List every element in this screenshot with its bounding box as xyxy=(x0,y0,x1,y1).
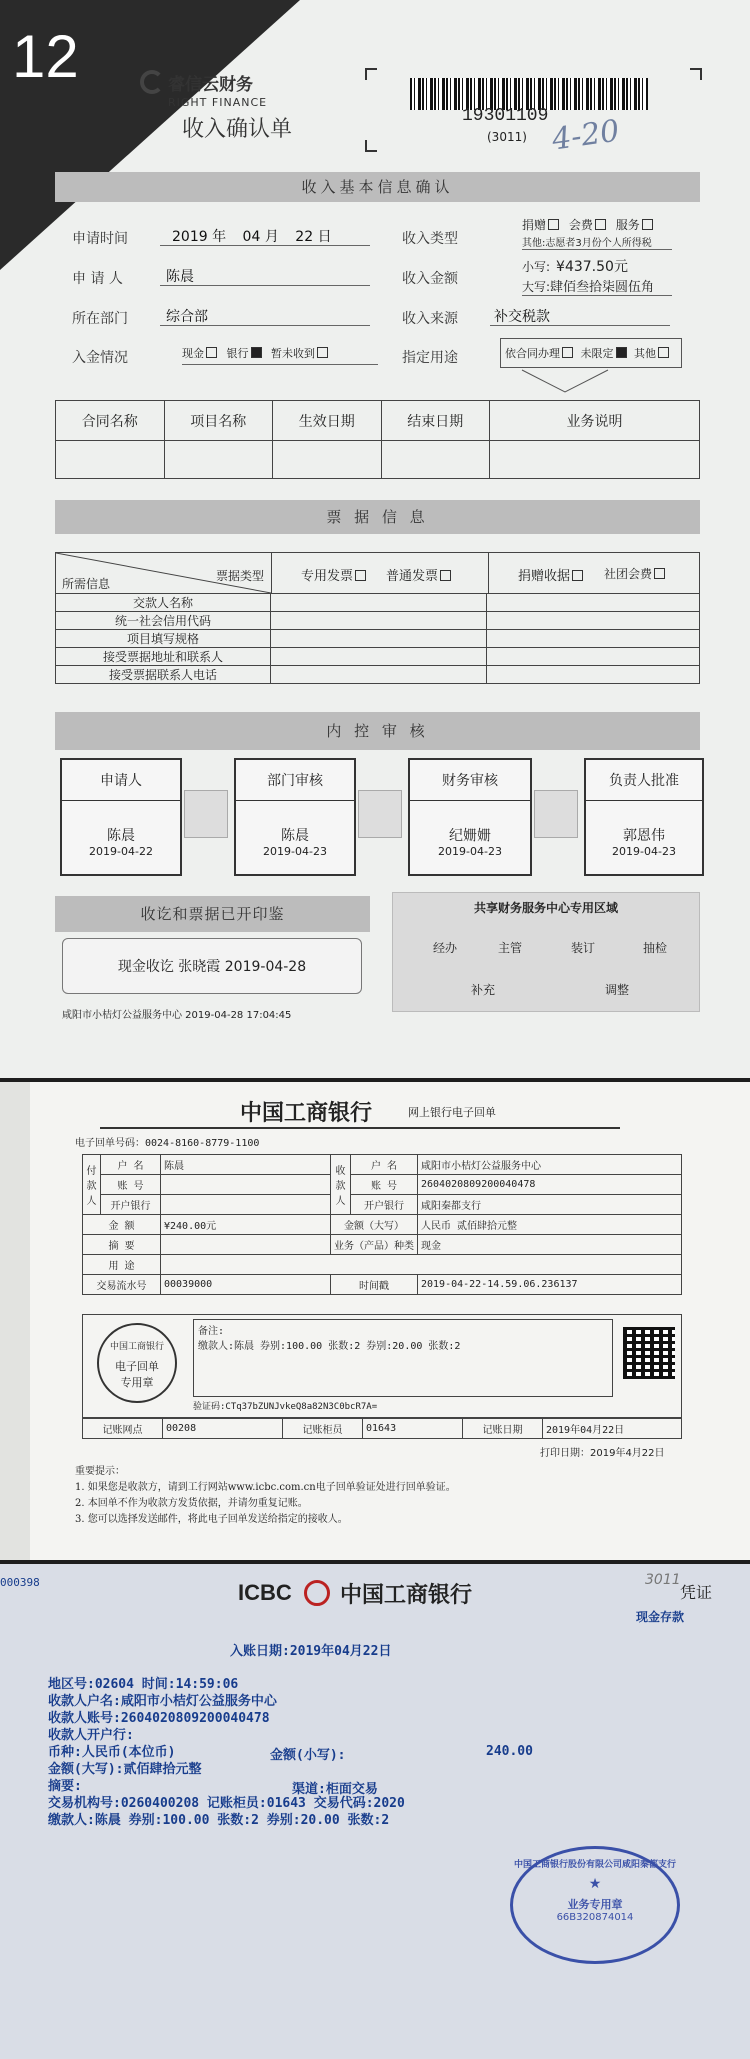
invoice-normal-label: 普通发票 xyxy=(386,569,439,584)
table-row xyxy=(56,648,700,666)
checkbox-icon[interactable] xyxy=(572,570,583,581)
contract-header-row xyxy=(56,401,700,441)
amount-small xyxy=(522,256,628,276)
shared-item: 抽检 xyxy=(643,941,668,955)
icbc-logo: ICBC xyxy=(238,1580,292,1605)
apply-month: 04 xyxy=(242,229,261,245)
label-apply-time: 申请时间 xyxy=(72,231,128,247)
form-title: 收入确认单 xyxy=(182,117,293,142)
shared-item: 装订 xyxy=(571,941,596,955)
checkbox-icon[interactable] xyxy=(595,219,606,230)
remark-value: 缴款人:陈晨 券别:100.00 张数:2 券别:20.00 张数:2 xyxy=(198,1341,461,1352)
audit-name: 陈晨 xyxy=(107,828,135,844)
audit-date: 2019-04-22 xyxy=(89,845,153,858)
purpose-options xyxy=(500,338,682,368)
invoice-row-label: 统一社会信用代码 xyxy=(56,612,271,630)
payee-bank: 咸阳秦都支行 xyxy=(418,1195,682,1215)
checkbox-icon[interactable] xyxy=(642,219,653,230)
deposit-bank xyxy=(227,347,262,360)
table-row xyxy=(56,612,700,630)
label-applicant: 申 请 人 xyxy=(72,271,123,287)
col-desc: 业务说明 xyxy=(490,401,700,441)
month-unit: 月 xyxy=(264,229,279,245)
voucher-line: 地区号:02604 时间:14:59:06 xyxy=(48,1677,239,1692)
contract-table xyxy=(55,400,700,479)
label-teller: 记账柜员 xyxy=(283,1419,363,1439)
invoice-row-label: 项目填写规格 xyxy=(56,630,271,648)
shared-item: 补充 xyxy=(471,983,496,997)
audit-name: 陈晨 xyxy=(281,828,309,844)
year-unit: 年 xyxy=(212,229,227,245)
label-bank: 开户银行 xyxy=(101,1195,161,1215)
verify xyxy=(193,1399,377,1412)
invoice-table xyxy=(55,593,700,684)
deposit-cash-label: 现金 xyxy=(182,347,204,360)
shared-item: 经办 xyxy=(433,941,458,955)
other-label: 其他: xyxy=(522,238,546,249)
print-date: 打印日期：2019年4月22日 xyxy=(540,1448,665,1459)
deposit-voucher xyxy=(0,1564,750,2059)
brand-cn: 睿信云财务 xyxy=(168,75,253,95)
voucher-lines xyxy=(48,1676,405,1829)
audit-date: 2019-04-23 xyxy=(612,845,676,858)
audit-name: 郭恩伟 xyxy=(623,828,665,844)
star-icon: ★ xyxy=(588,1876,602,1892)
label-amount: 收入金额 xyxy=(402,271,458,287)
stamp-code: 66B320874014 xyxy=(556,1912,634,1923)
receipt-no-label: 电子回单号码： xyxy=(75,1138,145,1149)
amount-big-value: 肆佰叁拾柒圆伍角 xyxy=(550,280,655,295)
payee-name: 咸阳市小桔灯公益服务中心 xyxy=(418,1155,682,1175)
label-bank: 开户银行 xyxy=(351,1195,418,1215)
checkbox-checked-icon[interactable] xyxy=(251,347,262,358)
shared-title: 共享财务服务中心专用区域 xyxy=(473,901,618,915)
type-donation: 捐赠 xyxy=(522,218,547,232)
source-value: 补交税款 xyxy=(490,306,670,326)
voucher-bank: 中国工商银行 xyxy=(340,1582,473,1608)
checkbox-icon[interactable] xyxy=(658,347,669,358)
voucher-type: 凭证 xyxy=(680,1583,713,1602)
brand xyxy=(168,70,267,109)
invoice-row-label: 接受票据联系人电话 xyxy=(56,666,271,684)
label-name: 户 名 xyxy=(351,1155,418,1175)
voucher-amount: 240.00 xyxy=(486,1744,533,1759)
voucher-hand: 3011 xyxy=(645,1572,681,1588)
serial-value: 00039000 xyxy=(161,1275,331,1295)
audit-date: 2019-04-23 xyxy=(263,845,327,858)
checkbox-checked-icon[interactable] xyxy=(616,347,627,358)
voucher-amount-label: 金额(小写): xyxy=(270,1748,346,1763)
checkbox-icon[interactable] xyxy=(317,347,328,358)
checkbox-icon[interactable] xyxy=(355,570,366,581)
deposit-bank-label: 银行 xyxy=(226,347,249,360)
corner-mark xyxy=(690,68,702,80)
label-income-type: 收入类型 xyxy=(402,231,458,247)
note-line: 3. 您可以选择发送邮件，将此电子回单发送给指定的接收人。 xyxy=(75,1514,348,1525)
amount-big xyxy=(522,276,672,296)
apply-day: 22 xyxy=(295,229,314,245)
type-fee: 会费 xyxy=(568,218,593,232)
audit-title: 申请人 xyxy=(100,773,142,789)
payee-account: 2604020809200040478 xyxy=(418,1175,682,1195)
diagonal-line xyxy=(56,553,271,593)
shared-item: 调整 xyxy=(605,983,630,997)
audit-step xyxy=(408,758,532,876)
brand-logo-icon xyxy=(140,70,164,94)
table-row xyxy=(83,1235,682,1255)
stamp-center: 业务专用章 xyxy=(567,1898,623,1911)
corner-mark xyxy=(365,68,377,80)
col-project: 项目名称 xyxy=(164,401,273,441)
purpose-contract: 依合同办理 xyxy=(505,347,560,360)
seal-title: 电子回单 xyxy=(115,1360,159,1373)
payee-label: 收款人 xyxy=(331,1155,351,1215)
income-types xyxy=(522,216,653,233)
checkbox-icon[interactable] xyxy=(206,347,217,358)
barcode-number: 19301109 xyxy=(462,106,549,126)
checkbox-icon[interactable] xyxy=(440,570,451,581)
col-contract: 合同名称 xyxy=(56,401,165,441)
receipt-bank-name: 中国工商银行 xyxy=(240,1100,373,1126)
bank-business-stamp xyxy=(510,1846,680,1964)
voucher-line: 缴款人:陈晨 券别:100.00 张数:2 券别:20.00 张数:2 xyxy=(48,1813,390,1828)
amount-small-label: 小写: xyxy=(522,260,551,274)
label-amount-big: 金额（大写） xyxy=(331,1215,418,1235)
remark-label: 备注: xyxy=(198,1326,225,1337)
checkbox-icon[interactable] xyxy=(654,568,665,579)
voucher-serial: 000398 xyxy=(0,1576,40,1589)
label-purpose: 指定用途 xyxy=(402,350,458,366)
pointer-arrow-icon xyxy=(520,368,610,394)
invoice-special xyxy=(301,565,366,584)
section-invoice: 票 据 信 息 xyxy=(55,500,700,534)
biz-value: 现金 xyxy=(418,1235,682,1255)
remark-area xyxy=(82,1314,682,1418)
col-end: 结束日期 xyxy=(381,401,490,441)
audit-title: 部门审核 xyxy=(267,773,323,789)
receipt-no xyxy=(75,1134,259,1149)
apply-date xyxy=(160,226,370,246)
table-row xyxy=(83,1155,682,1175)
invoice-type-label: 票据类型 xyxy=(216,569,265,583)
verify-value: CTq37bZUNJvkeQ8a82N3C0bcR7A= xyxy=(225,1402,378,1412)
amount-big-label: 大写: xyxy=(522,280,551,294)
invoice-club xyxy=(604,565,665,582)
print-band: 收讫和票据已开印鉴 xyxy=(55,896,370,932)
other-value: 志愿者3月份个人所得税 xyxy=(545,238,652,249)
section-basic: 收入基本信息确认 xyxy=(55,172,700,202)
audit-step xyxy=(234,758,356,876)
invoice-donation xyxy=(518,565,583,584)
label-post-site: 记账网点 xyxy=(83,1419,163,1439)
table-row xyxy=(83,1215,682,1235)
divider xyxy=(100,1127,620,1129)
receipt-no-value: 0024-8160-8779-1100 xyxy=(145,1138,260,1149)
label-time: 时间戳 xyxy=(331,1275,418,1295)
audit-date: 2019-04-23 xyxy=(438,845,502,858)
note-line: 2. 本回单不作为收款方发货依据，并请勿重复记账。 xyxy=(75,1498,308,1509)
amount-small-value: ¥437.50元 xyxy=(556,259,628,275)
table-row xyxy=(56,630,700,648)
audit-step xyxy=(584,758,704,876)
contract-row xyxy=(56,441,700,479)
receipt-stamp: 现金收讫 张晓霞 2019-04-28 xyxy=(62,938,362,994)
invoice-row-label: 接受票据地址和联系人 xyxy=(56,648,271,666)
table-row xyxy=(83,1255,682,1275)
income-other xyxy=(522,234,672,250)
divider xyxy=(488,553,489,593)
day-unit: 日 xyxy=(317,229,332,245)
teller-value: 01643 xyxy=(363,1419,463,1439)
col-start: 生效日期 xyxy=(273,401,382,441)
arrow-right-icon xyxy=(358,790,402,838)
divider xyxy=(271,553,272,593)
electronic-seal xyxy=(97,1323,177,1403)
label-usage: 用 途 xyxy=(83,1255,161,1275)
label-dept: 所在部门 xyxy=(72,311,128,327)
checkbox-icon[interactable] xyxy=(562,347,573,358)
time-value: 2019-04-22-14.59.06.236137 xyxy=(418,1275,682,1295)
post-date-value: 2019年04月22日 xyxy=(543,1419,682,1439)
shared-center-area xyxy=(392,892,700,1012)
post-site-value: 00208 xyxy=(163,1419,283,1439)
label-post-date: 记账日期 xyxy=(463,1419,543,1439)
section-audit: 内 控 审 核 xyxy=(55,712,700,750)
table-row xyxy=(56,594,700,612)
purpose-unlimited: 未限定 xyxy=(580,347,614,360)
note-line: 1. 如果您是收款方，请到工行网站www.icbc.com.cn电子回单验证处进行回单验证。 xyxy=(75,1482,456,1493)
deposit-pending xyxy=(271,347,328,360)
post-table xyxy=(82,1418,682,1439)
applicant-value: 陈晨 xyxy=(160,266,370,286)
label-name: 户 名 xyxy=(101,1155,161,1175)
seal-sub: 专用章 xyxy=(120,1376,154,1389)
remark-box xyxy=(193,1319,613,1397)
label-biz: 业务（产品）种类 xyxy=(331,1235,418,1255)
label-deposit: 入金情况 xyxy=(72,350,128,366)
seal-ring: 中国工商银行 xyxy=(109,1342,164,1352)
arrow-right-icon xyxy=(534,790,578,838)
voucher-line: 收款人户名:咸阳市小桔灯公益服务中心 xyxy=(48,1694,277,1709)
brand-en: RIGHT FINANCE xyxy=(168,96,268,109)
table-row xyxy=(83,1275,682,1295)
invoice-normal xyxy=(386,565,451,584)
deposit-pending-label: 暂未收到 xyxy=(271,347,315,360)
invoice-special-label: 专用发票 xyxy=(301,569,354,584)
audit-title: 财务审核 xyxy=(442,773,498,789)
form-footer: 咸阳市小桔灯公益服务中心 2019-04-28 17:04:45 xyxy=(62,1010,292,1021)
checkbox-icon[interactable] xyxy=(548,219,559,230)
apply-year: 2019 xyxy=(172,229,208,245)
purpose-other: 其他 xyxy=(634,347,656,360)
invoice-row-label: 交款人名称 xyxy=(56,594,271,612)
deposit-options xyxy=(182,345,378,365)
handwritten-note: 4-20 xyxy=(549,113,622,158)
voucher-line: 币种:人民币(本位币) xyxy=(48,1745,176,1760)
payer-label: 付款人 xyxy=(83,1155,101,1215)
notes-title: 重要提示： xyxy=(75,1466,125,1477)
qr-code xyxy=(623,1327,675,1379)
label-account: 账 号 xyxy=(351,1175,418,1195)
table-row xyxy=(83,1419,682,1439)
voucher-channel: 渠道:柜面交易 xyxy=(292,1782,378,1797)
page-number: 12 xyxy=(12,23,79,90)
voucher-line: 交易机构号:0260400208 记账柜员:01643 交易代码:2020 xyxy=(48,1796,405,1811)
voucher-line: 收款人开户行: xyxy=(48,1728,134,1743)
audit-step xyxy=(60,758,182,876)
table-row xyxy=(83,1195,682,1215)
invoice-header xyxy=(55,552,700,594)
bank-receipt-sheet xyxy=(0,1082,750,1560)
invoice-club-label: 社团会费 xyxy=(604,567,653,581)
voucher-subtype: 现金存款 xyxy=(636,1610,685,1624)
corner-mark xyxy=(365,140,377,152)
arrow-right-icon xyxy=(184,790,228,838)
deposit-cash xyxy=(182,347,217,360)
payer-name: 陈晨 xyxy=(161,1155,331,1175)
amount-big-value: 人民币 贰佰肆拾元整 xyxy=(418,1215,682,1235)
dept-value: 综合部 xyxy=(160,306,370,326)
amount-value: ¥240.00元 xyxy=(161,1215,331,1235)
table-row xyxy=(83,1175,682,1195)
receipt-subtitle: 网上银行电子回单 xyxy=(408,1106,496,1119)
stamp-ring: 中国工商银行股份有限公司咸阳秦都支行 xyxy=(513,1860,676,1870)
verify-label: 验证码: xyxy=(193,1402,226,1412)
bank-receipt xyxy=(30,1082,750,1560)
label-source: 收入来源 xyxy=(402,311,458,327)
receipt-table xyxy=(82,1154,682,1295)
voucher-date: 入账日期:2019年04月22日 xyxy=(230,1644,392,1659)
audit-name: 纪姗姗 xyxy=(449,828,491,844)
voucher-line: 摘要: xyxy=(48,1779,82,1794)
voucher-line: 金额(大写):贰佰肆拾元整 xyxy=(48,1762,202,1777)
label-amount: 金 额 xyxy=(83,1215,161,1235)
invoice-donation-label: 捐赠收据 xyxy=(518,569,571,584)
shared-item: 主管 xyxy=(498,941,523,955)
label-account: 账 号 xyxy=(101,1175,161,1195)
barcode-sub: (3011) xyxy=(487,130,527,144)
icbc-emblem-icon xyxy=(304,1580,330,1606)
table-row xyxy=(56,666,700,684)
label-summary: 摘 要 xyxy=(83,1235,161,1255)
audit-title: 负责人批准 xyxy=(609,773,679,789)
type-service: 服务 xyxy=(615,218,640,232)
voucher-line: 收款人账号:2604020809200040478 xyxy=(48,1711,270,1726)
label-serial: 交易流水号 xyxy=(83,1275,161,1295)
invoice-need-label: 所需信息 xyxy=(62,577,111,591)
